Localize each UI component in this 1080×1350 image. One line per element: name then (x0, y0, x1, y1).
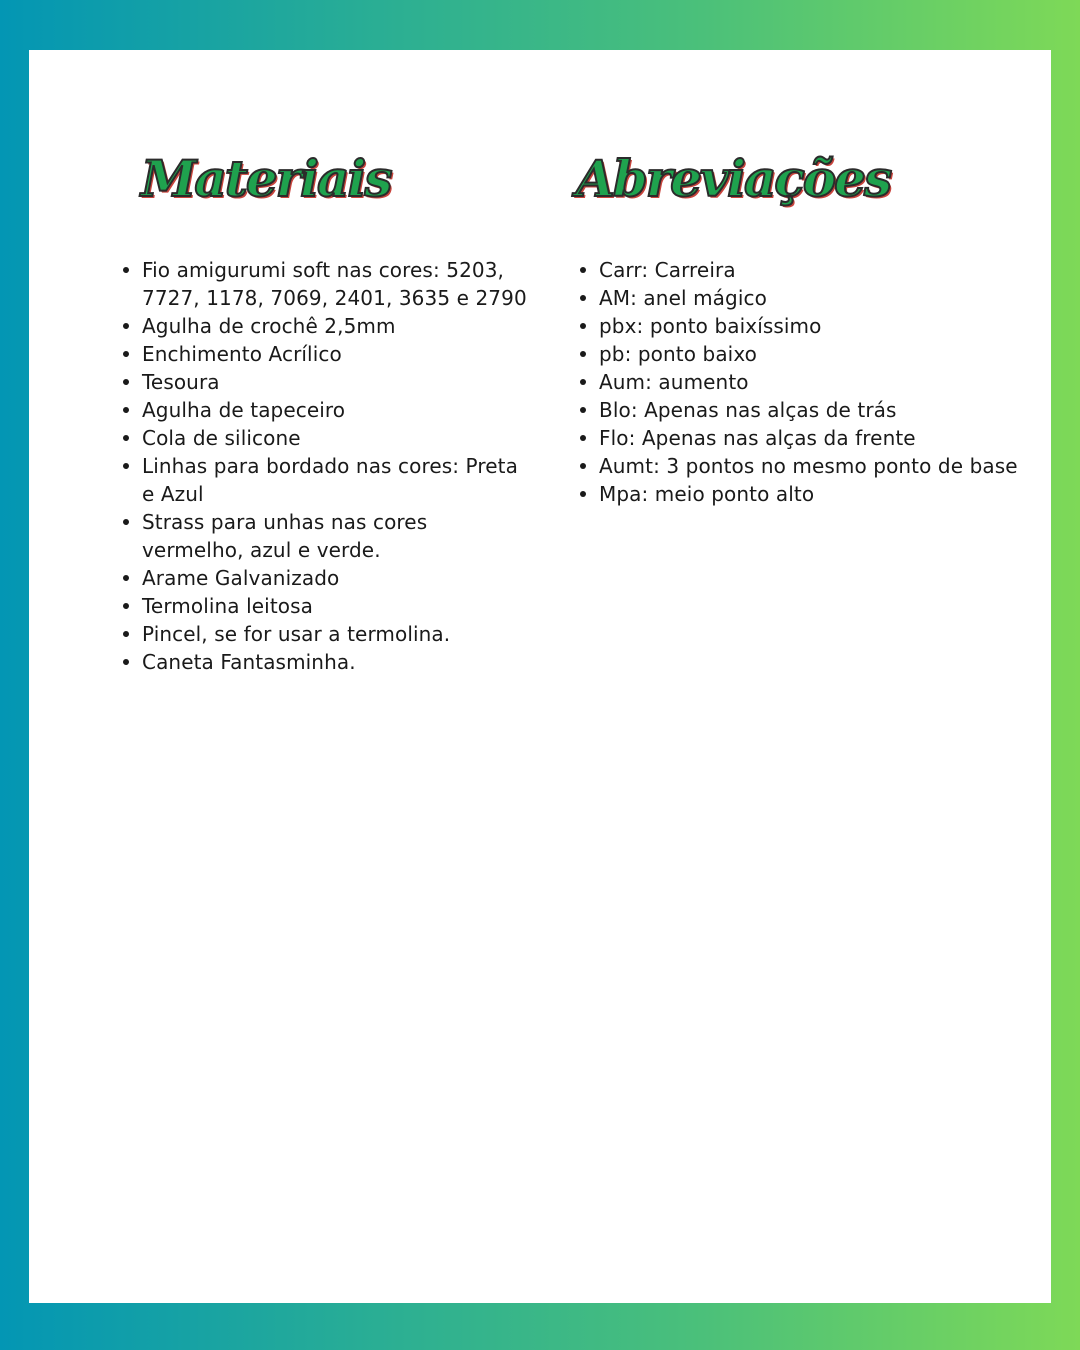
bullet-icon (580, 295, 586, 301)
list-item-text: Caneta Fantasminha. (142, 650, 356, 674)
bullet-icon (580, 351, 586, 357)
bullet-icon (123, 659, 129, 665)
list-item-text: Tesoura (142, 370, 220, 394)
list-item (142, 452, 532, 508)
bullet-icon (123, 407, 129, 413)
list-item (142, 340, 532, 368)
list-item (599, 312, 1049, 340)
list-item-text: Flo: Apenas nas alças da frente (599, 426, 916, 450)
list-item (142, 564, 532, 592)
list-item-text: pbx: ponto baixíssimo (599, 314, 822, 338)
list-item (599, 256, 1049, 284)
bullet-icon (580, 435, 586, 441)
bullet-icon (123, 351, 129, 357)
list-item-text: Aum: aumento (599, 370, 749, 394)
list-item (142, 312, 532, 340)
abreviacoes-title: Abreviações (576, 149, 891, 208)
list-item-text: AM: anel mágico (599, 286, 767, 310)
list-item (599, 480, 1049, 508)
bullet-icon (580, 463, 586, 469)
list-item (142, 424, 532, 452)
bullet-icon (123, 519, 129, 525)
bullet-icon (123, 631, 129, 637)
list-item-text: Pincel, se for usar a termolina. (142, 622, 451, 646)
content-page (29, 50, 1051, 1303)
bullet-icon (580, 379, 586, 385)
list-item-text: Linhas para bordado nas cores: Preta e Azul (142, 454, 518, 506)
list-item-text: Arame Galvanizado (142, 566, 340, 590)
list-item (599, 340, 1049, 368)
list-item-text: Termolina leitosa (142, 594, 313, 618)
list-item-text: Aumt: 3 pontos no mesmo ponto de base (599, 454, 1018, 478)
bullet-icon (123, 575, 129, 581)
bullet-icon (123, 603, 129, 609)
materiais-title: Materiais (141, 149, 391, 208)
list-item-text: Blo: Apenas nas alças de trás (599, 398, 897, 422)
bullet-icon (580, 323, 586, 329)
list-item-text: Agulha de tapeceiro (142, 398, 346, 422)
list-item-text: Mpa: meio ponto alto (599, 482, 815, 506)
bullet-icon (123, 435, 129, 441)
bullet-icon (123, 379, 129, 385)
list-item (142, 620, 532, 648)
list-item-text: Carr: Carreira (599, 258, 736, 282)
list-item-text: pb: ponto baixo (599, 342, 757, 366)
list-item (599, 452, 1049, 480)
list-item-text: Cola de silicone (142, 426, 301, 450)
list-item-text: Agulha de crochê 2,5mm (142, 314, 396, 338)
list-item (142, 508, 532, 564)
list-item (599, 368, 1049, 396)
bullet-icon (580, 491, 586, 497)
list-item (599, 424, 1049, 452)
list-item-text: Fio amigurumi soft nas cores: 5203, 7727, 1178, 7069, 2401, 3635 e 2790 (142, 258, 527, 310)
abreviacoes-list (599, 256, 1049, 508)
list-item (142, 396, 532, 424)
list-item (142, 648, 532, 676)
bullet-icon (580, 407, 586, 413)
list-item (599, 284, 1049, 312)
bullet-icon (580, 267, 586, 273)
list-item (599, 396, 1049, 424)
list-item (142, 256, 532, 312)
list-item-text: Enchimento Acrílico (142, 342, 342, 366)
bullet-icon (123, 463, 129, 469)
list-item-text: Strass para unhas nas cores vermelho, azul e verde. (142, 510, 428, 562)
materiais-list (142, 256, 532, 676)
list-item (142, 592, 532, 620)
bullet-icon (123, 323, 129, 329)
list-item (142, 368, 532, 396)
bullet-icon (123, 267, 129, 273)
